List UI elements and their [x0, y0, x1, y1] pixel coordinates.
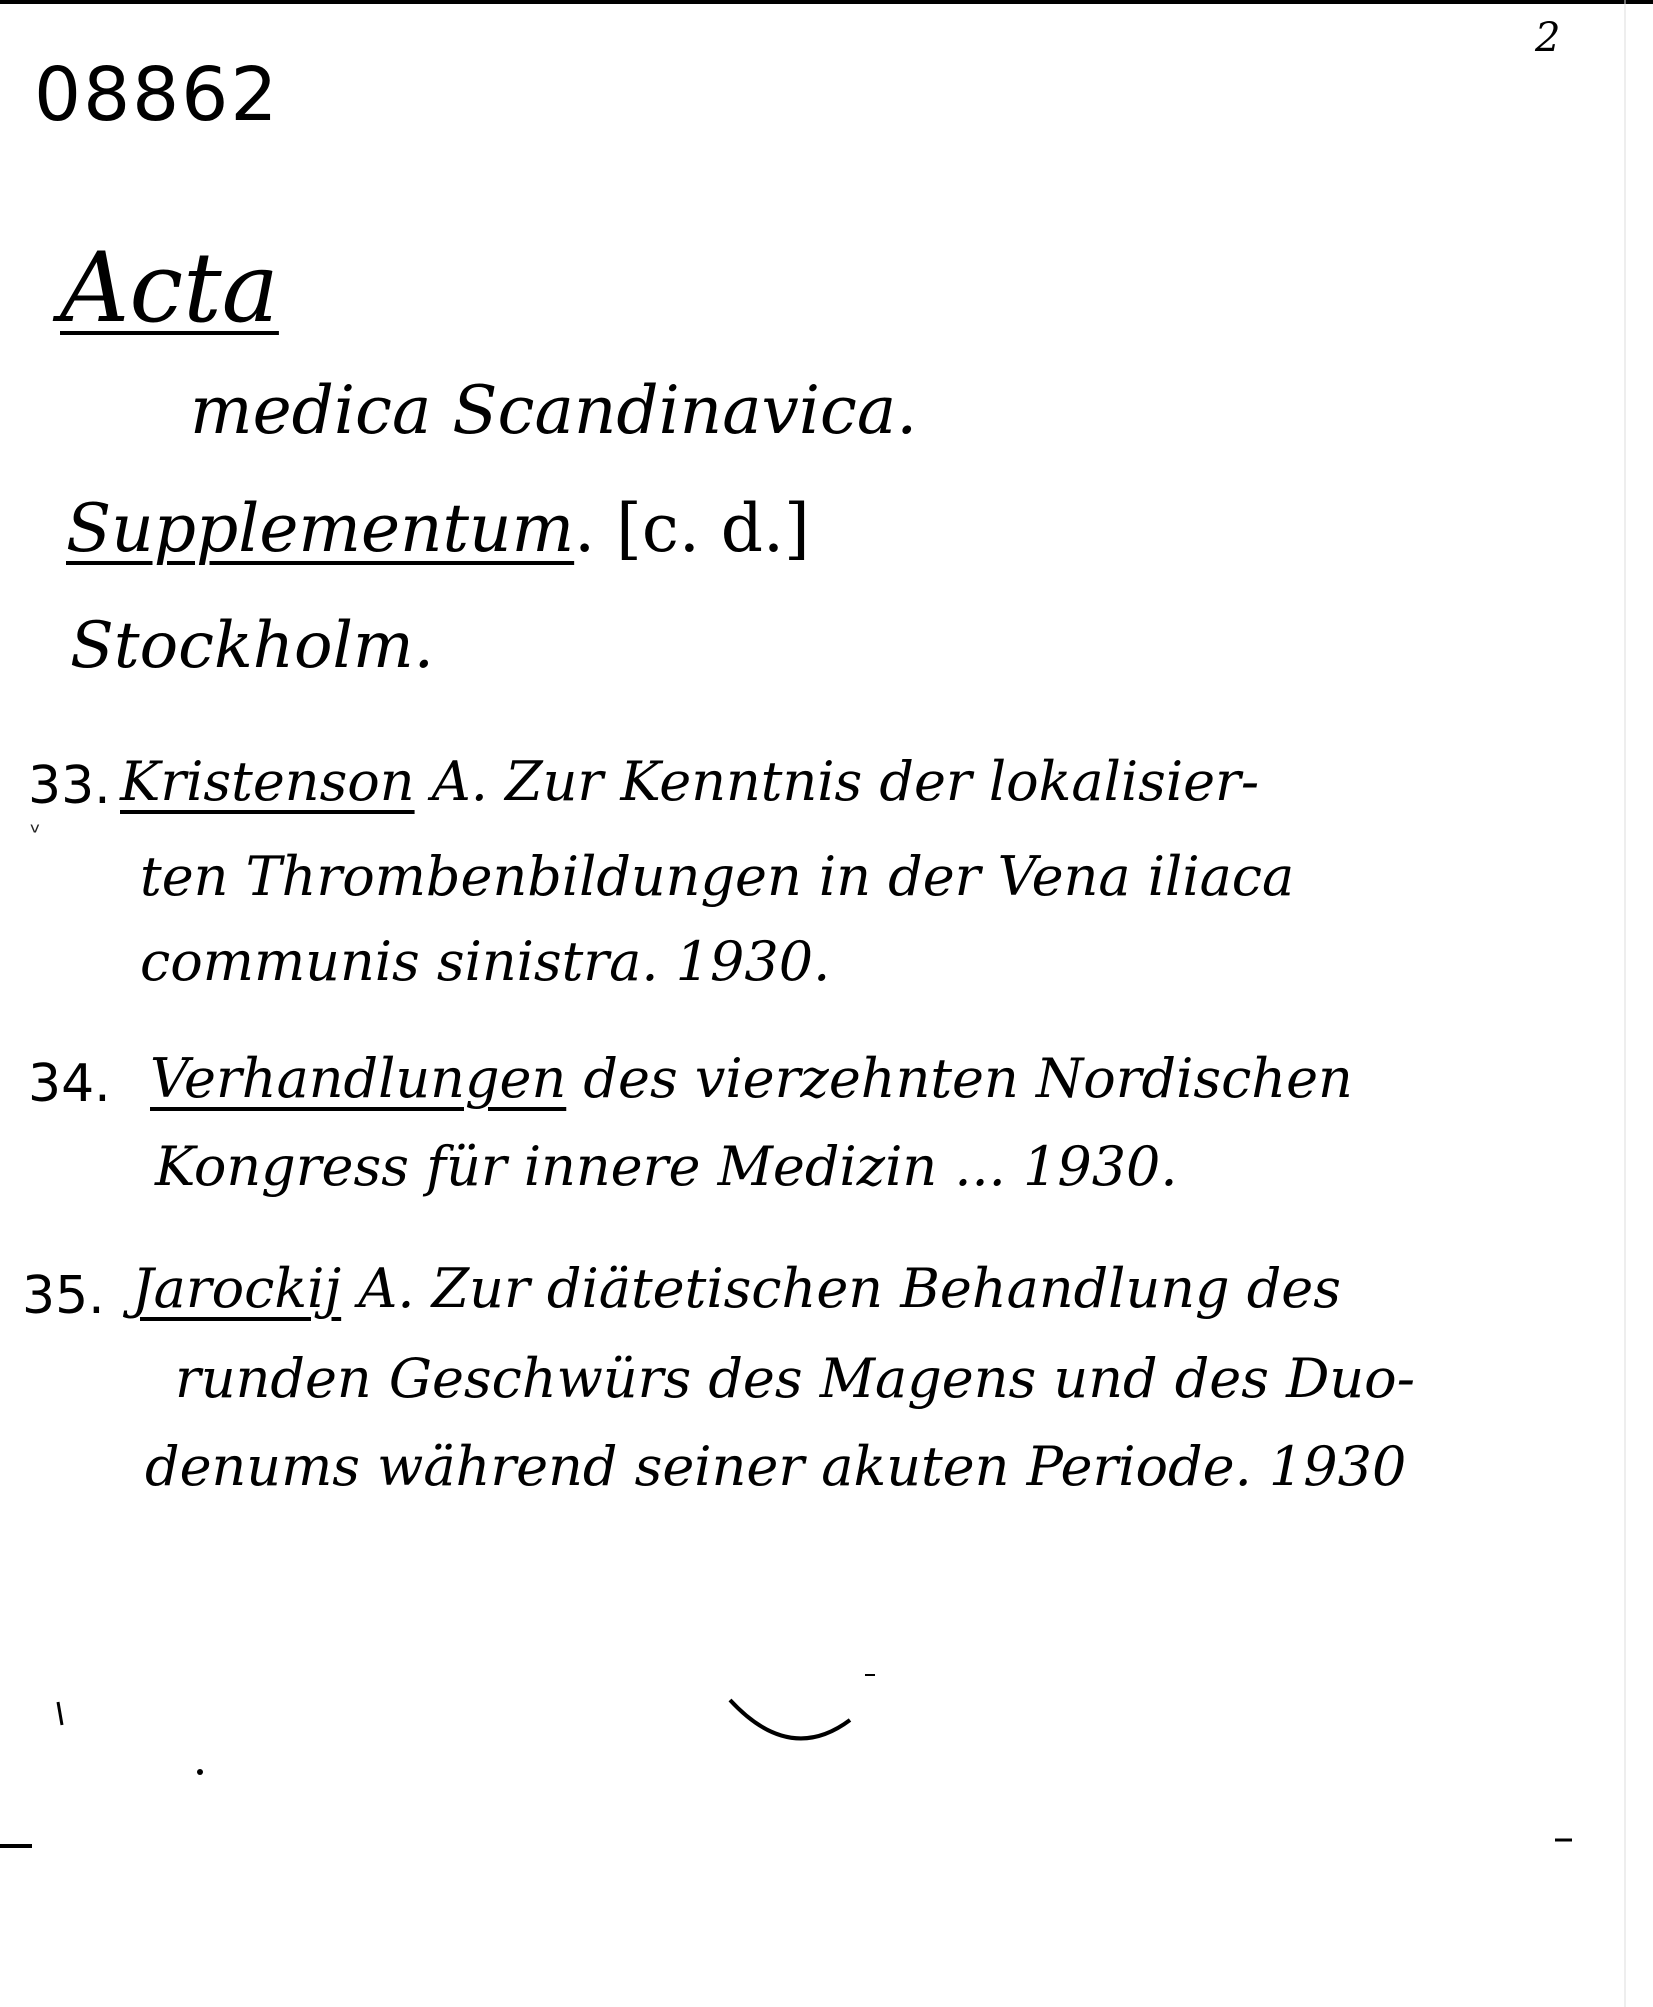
place-of-publication: Stockholm.	[70, 609, 434, 683]
entry-line: runden Geschwürs des Magens und des Duo-	[175, 1347, 1415, 1410]
entry-number: 35.	[22, 1266, 105, 1326]
series-note: . [c. d.]	[574, 490, 810, 567]
entry-number: 34.	[28, 1054, 111, 1114]
entry-line: Kongress für innere Medizin ... 1930.	[155, 1135, 1178, 1198]
title-main: Acta	[60, 232, 279, 344]
series-name: Supplementum	[66, 490, 575, 567]
title-subtitle: medica Scandinavica.	[190, 372, 918, 449]
entry-line: denums während seiner akuten Periode. 1930	[145, 1435, 1407, 1498]
entry-heading: Kristenson	[120, 750, 415, 813]
entry-line: communis sinistra. 1930.	[140, 930, 831, 993]
entry-text: A. Zur diätetischen Behandlung des	[341, 1257, 1341, 1320]
entry-text: des vierzehnten Nordischen	[566, 1047, 1353, 1110]
check-mark: ᵛ	[30, 818, 41, 848]
entry-text: A. Zur Kenntnis der lokalisier-	[414, 750, 1260, 813]
arc-mark	[730, 1700, 850, 1738]
call-number: 08862	[34, 52, 280, 138]
entry-number: 33.	[28, 756, 111, 816]
entry-heading: Verhandlungen	[150, 1047, 567, 1110]
entry-heading: Jarockij	[132, 1257, 342, 1320]
page-mark: 2	[1535, 15, 1561, 61]
dot-mark	[197, 1769, 203, 1775]
tick-mark	[58, 1702, 62, 1725]
entry-line: ten Thrombenbildungen in der Vena iliaca	[140, 845, 1295, 908]
